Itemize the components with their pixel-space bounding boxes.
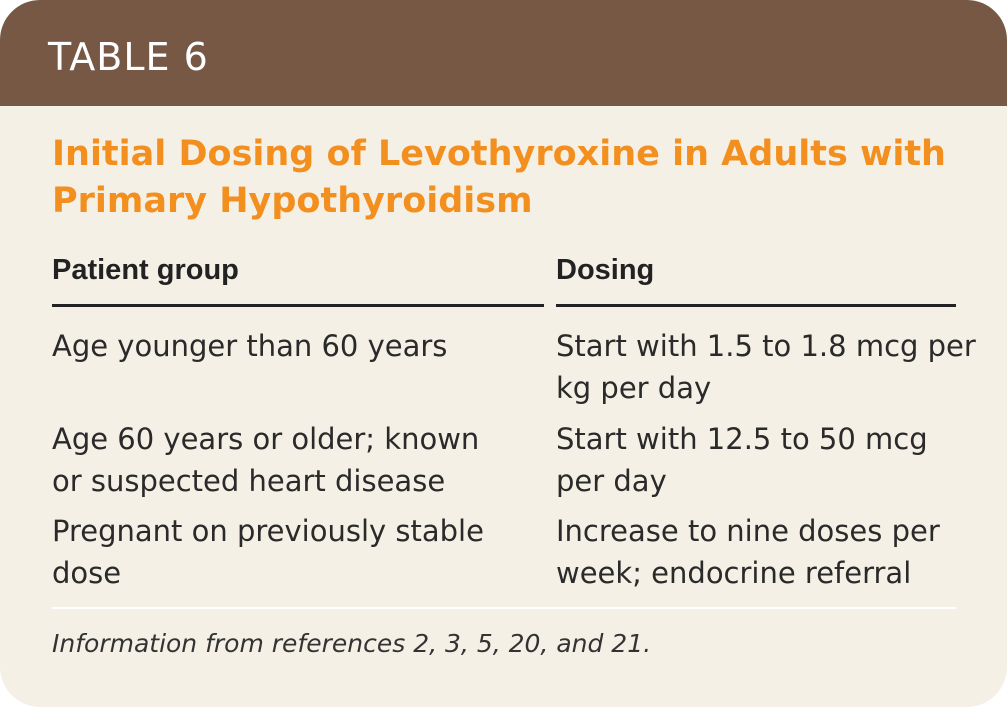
footer-divider	[52, 607, 956, 609]
table-cell-patient-group: Pregnant on previously stable dose	[52, 514, 484, 590]
header-divider	[52, 304, 956, 307]
table-title: Initial Dosing of Levothyroxine in Adults with Primary Hypothyroidism	[52, 134, 946, 221]
column-header-dosing: Dosing	[556, 254, 655, 286]
column-header-patient-group: Patient group	[52, 254, 239, 286]
table-cell-patient-group: Age younger than 60 years	[52, 329, 448, 363]
table-cell-dosing: Start with 12.5 to 50 mcg per day	[556, 422, 928, 498]
table-cell-patient-group: Age 60 years or older; known or suspected heart disease	[52, 422, 480, 498]
header-divider-gap	[544, 304, 556, 307]
table-cell-dosing: Start with 1.5 to 1.8 mcg per kg per day	[556, 329, 976, 405]
table-footnote: Information from references 2, 3, 5, 20, and 21.	[52, 629, 652, 658]
table-number-label: TABLE 6	[48, 35, 209, 79]
table-header-bar	[0, 0, 1007, 106]
table-cell-dosing: Increase to nine doses per week; endocrine referral	[556, 514, 940, 590]
